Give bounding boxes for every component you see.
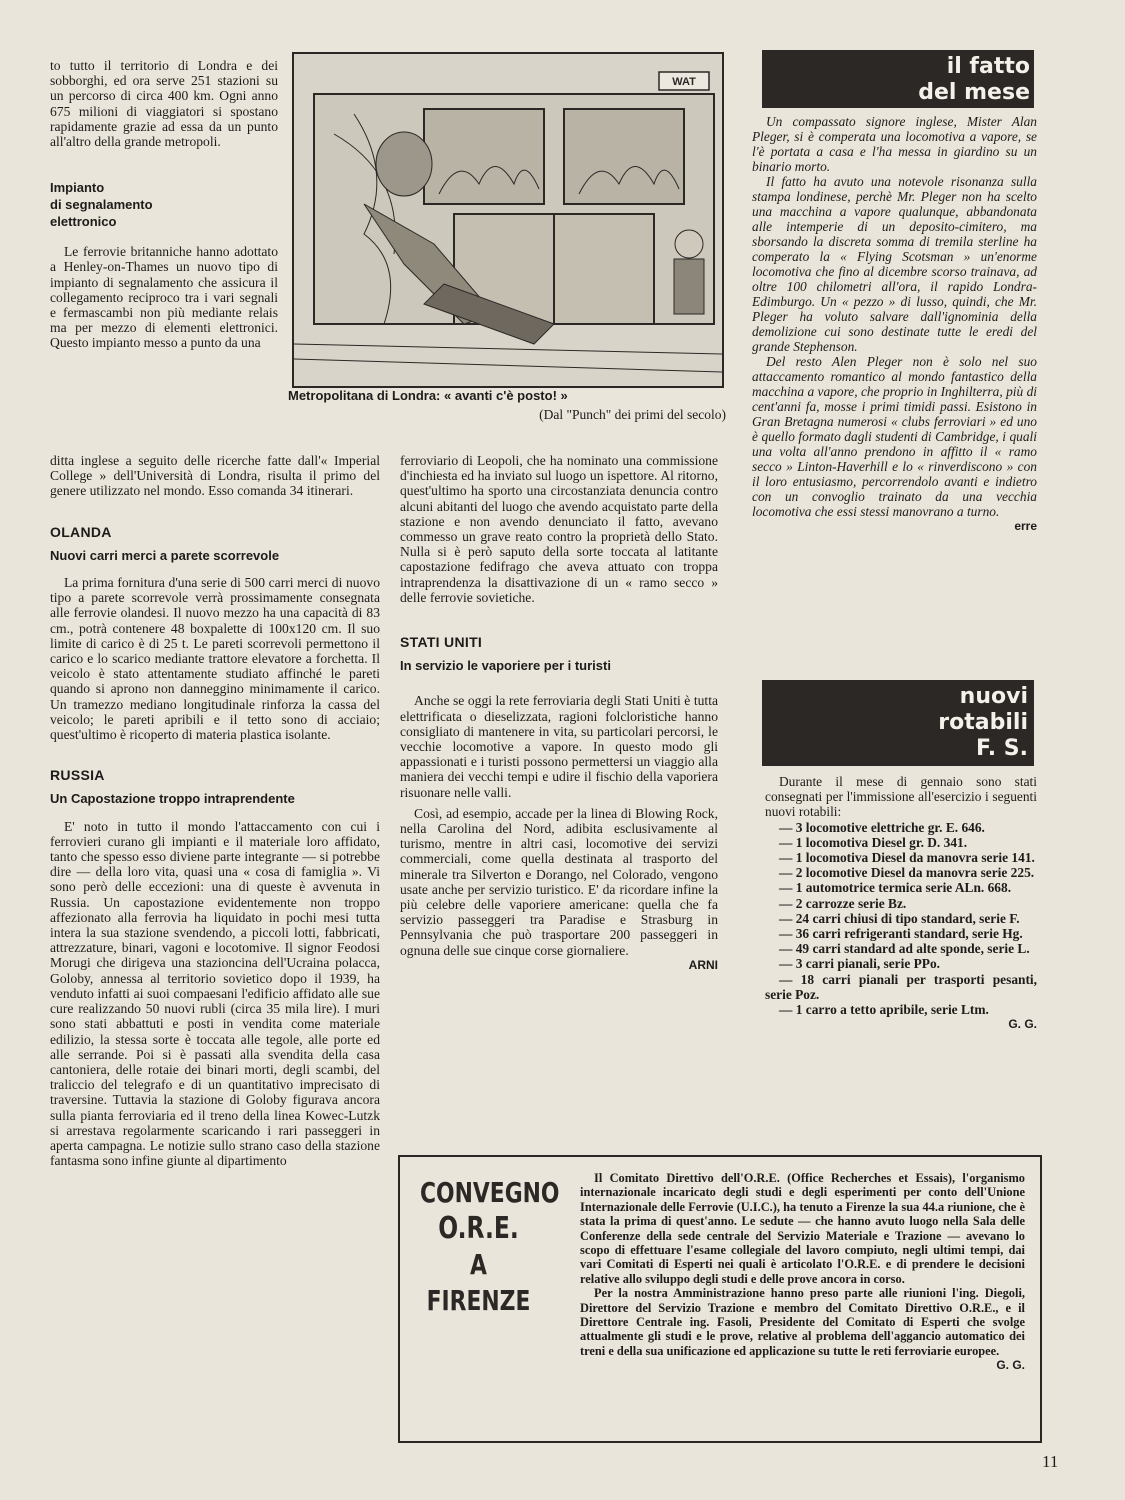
rotabili-item: — 1 carro a tetto apribile, serie Ltm. <box>779 1002 989 1018</box>
fatto-del-mese-text <box>752 114 1037 534</box>
convegno-p2: Per la nostra Amministrazione hanno preso parte alle riunioni l'ing. Diegoli, Direttore del Servizio Trazione e membro del Comitato Direttivo O.R.E., e il Direttore Centrale ing. Fasoli, Presidente del Comitato di Esperti che svolge attualmente gli studi e le prove, relative al problema dell'aggancio automatico dei treni e della sua unificazione ed applicazione su tutte le reti ferroviarie europee. <box>580 1286 1025 1358</box>
usa-signature: ARNI <box>688 957 718 972</box>
rotabili-item: — 1 locomotiva Diesel gr. D. 341. <box>779 834 968 850</box>
convegno-box <box>398 1155 1042 1443</box>
convegno-p1: Il Comitato Direttivo dell'O.R.E. (Office Recherches et Essais), l'organismo internazionale incaricato degli studi e degli esperimenti per conto dell'Unione Internazionale delle Ferrovie (U.I.C.), ha tenuto a Firenze la sua 44.a riunione, che è stata la prima di quest'anno. Le sedute — che hanno avuto luogo nella Sala delle Conferenze della sede centrale del Servizio Materiale e Trazione — avevano lo scopo di effettuare l'esame collegiale del lavoro compiuto, negli ultimi tempi, dai vari Comitati di Esperti nei quali è articolato l'O.R.E. e di prendere le decisioni relative allo sviluppo degli studi e delle prove ancora in corso. <box>580 1171 1025 1286</box>
usa-text-1: Anche se oggi la rete ferroviaria degli Stati Uniti è tutta elettrificata o dieselizzata, ragioni folcloristiche hanno consigliato di mantenere in vita, su particolari percorsi, le vecchie locomotive a vapore. In questo modo gli appassionati e i turisti possono permettersi un viaggio alla maniera dei vecchi tempi e udire il fischio della vaporiera risuonare nelle valli. <box>400 693 718 800</box>
rotabili-item: — 36 carri refrigeranti standard, serie Hg. <box>779 926 1023 942</box>
rotabili-list <box>765 820 1037 1018</box>
rotabili-signature: G. G. <box>1008 1017 1037 1032</box>
rotabili-intro: Durante il mese di gennaio sono stati consegnati per l'immissione all'esercizio i seguenti nuovi rotabili: <box>765 774 1037 820</box>
wat-sign-text: WAT <box>672 76 696 88</box>
fatto-del-mese-banner: il fatto del mese <box>762 50 1034 108</box>
fatto-p1: Un compassato signore inglese, Mister Alan Pleger, si è comperata una locomotiva a vapore, se l'è portata a casa e l'ha messa in giardino su un binario morto. <box>752 114 1037 174</box>
caption-title: Metropolitana di Londra: « avanti c'è posto! » <box>288 388 568 403</box>
nuovi-rotabili-text <box>765 774 1037 1032</box>
rotabili-item: — 3 locomotive elettriche gr. E. 646. <box>779 819 985 835</box>
usa-title: In servizio le vaporiere per i turisti <box>400 658 611 674</box>
nuovi-rotabili-banner: nuovi rotabili F. S. <box>762 680 1034 766</box>
rotabili-item: — 24 carri chiusi di tipo standard, serie F. <box>779 910 1020 926</box>
olanda-title: Nuovi carri merci a parete scorrevole <box>50 547 280 563</box>
olanda-text: La prima fornitura d'una serie di 500 carri merci di nuovo tipo a parete scorrevole verrà prossimamente consegnata alle ferrovie olandesi. Il nuovo mezzo ha una capacità di 83 cm., potrà contenere 48 boxpalette di 100x120 cm. Il suo limite di carico è di 25 t. Le pareti scorrevoli permettono il carico e lo scarico mediante trattore elevatore a forchetta. Il veicolo è stato attentamente studiato affinché le pareti quando si aprono non danneggino minimamente il carico. Un tramezzo mediano longitudinale rinforza la cassa del veicolo; le pareti apribili e il tetto sono di acciaio; quest'ultimo è ricoperto di materia plastica isolante. <box>50 575 380 743</box>
rotabili-item: — 18 carri pianali per trasporti pesanti, serie Poz. <box>765 971 1037 1002</box>
russia-title: Un Capostazione troppo intraprendente <box>50 791 295 807</box>
convegno-body <box>580 1171 1025 1373</box>
illustration-caption <box>288 388 726 423</box>
fatto-p2: Il fatto ha avuto una notevole risonanza sulla stampa londinese, perchè Mr. Pleger non ha scelto una macchina a vapore qualunque, abbandonata alle intemperie di un deposito-cimitero, ma sborsando la discreta somma di tremila sterline ha comperato la « Flying Scotsman » un'enorme locomotiva che fino al dicembre scorso trainava, ad oltre 100 chilometri all'ora, il rapido Londra-Edimburgo. Un « pezzo » di lusso, quindi, che Mr. Pleger ha voluto salvare dall'ignominia della demolizione cui sono destinate tutte le eredi del grande Stephenson. <box>752 174 1037 354</box>
russia-country: RUSSIA <box>50 767 105 784</box>
left-column-lower <box>50 453 380 1168</box>
left-column <box>50 58 278 351</box>
segnalamento-heading: Impianto di segnalamento elettronico <box>50 180 153 230</box>
rotabili-item: — 2 locomotive Diesel da manovra serie 225. <box>779 865 1035 881</box>
caption-credit: (Dal "Punch" dei primi del secolo) <box>539 407 726 422</box>
usa-text-2: Così, ad esempio, accade per la linea di Blowing Rock, nella Carolina del Nord, adibita esclusivamente al turismo, mentre in altri casi, locomotive dei servizi commerciali, come quella destinata al trasporto del minerale tra Silverton e Dorango, nel Colorado, vengono usate anche per servizio turistico. E' da ricordare infine la più celebre delle vaporiere americane: quella che fa servizio passeggeri tra Paradise e Strasburg in Pennsylvania che può trasportare 200 passeggeri in ognuna delle sue cinque corse giornaliere. <box>400 805 718 958</box>
russia-text-cont: ferroviario di Leopoli, che ha nominato una commissione d'inchiesta ed ha inviato sul luogo un ispettore. Al ritorno, quest'ultimo ha sporto una circostanziata denuncia contro alcuni abitanti del luogo che avendo acquistato parte della stazione e non avendo denunciato il fatto, avevano commesso un grave reato contro la proprietà dello Stato. Nulla si è però saputo della sorte toccata al latitante capostazione fedifrago che aveva attuato con troppa intraprendenza la disattivazione di un « ramo secco » delle ferrovie sovietiche. <box>400 453 718 605</box>
fatto-p3: Del resto Alen Pleger non è solo nel suo attaccamento romantico al mondo fantastico della macchina a vapore, che proprio in Inghilterra, più di cent'anni fa, mosse i primi timidi passi. Esistono in Gran Bretagna numerosi « clubs ferroviari » ed uno è quello formato dagli studenti di Cambridge, i quali una volta all'anno prendono in affitto il « ramo secco » Linton-Haverhill e lo « rinverdiscono » con il loro entusiasmo, percorrendolo avanti e indietro con un convoglio trainato da una vecchia locomotiva che essi stessi manovrano a turno. <box>752 354 1037 519</box>
convegno-signature: G. G. <box>996 1358 1025 1373</box>
metro-cartoon-drawing <box>294 54 722 386</box>
rotabili-item: — 49 carri standard ad alte sponde, serie L. <box>779 941 1030 957</box>
segnalamento-text: Le ferrovie britanniche hanno adottato a Henley-on-Thames un nuovo tipo di impianto di segnalamento che assicura il collegamento reciproco tra i vari segnali e fermascambi non più mediante relais ma per mezzo di elementi elettronici. Questo impianto messo a punto da una <box>50 244 278 351</box>
cartoon-illustration <box>292 52 724 388</box>
fatto-signature: erre <box>1014 519 1037 533</box>
usa-country: STATI UNITI <box>400 634 483 651</box>
rotabili-item: — 1 automotrice termica serie ALn. 668. <box>779 880 1012 896</box>
convegno-title: CONVEGNO O.R.E. A FIRENZE <box>420 1176 560 1317</box>
intro-paragraph: to tutto il territorio di Londra e dei sobborghi, ed ora serve 251 stazioni su un percorso di circa 400 km. Ogni anno 675 milioni di viaggiatori si spostano rapidamente grazie ad essa da un punto all'altro della grande metropoli. <box>50 58 278 150</box>
rotabili-item: — 3 carri pianali, serie PPo. <box>779 956 941 972</box>
page-number: 11 <box>1042 1452 1059 1471</box>
middle-column <box>400 453 718 973</box>
segnalamento-text-cont: ditta inglese a seguito delle ricerche fatte dall'« Imperial College » dell'Università di Londra, risulta il primo del genere utilizzato nel mondo. Esso comanda 34 itinerari. <box>50 453 380 499</box>
rotabili-item: — 2 carrozze serie Bz. <box>779 895 907 911</box>
rotabili-item: — 1 locomotiva Diesel da manovra serie 141. <box>779 850 1035 866</box>
russia-text: E' noto in tutto il mondo l'attaccamento con cui i ferrovieri curano gli impianti e il materiale loro affidato, tanto che spesso esso diviene parte integrante — si potrebbe dire — della loro vita, quasi una « cosa di famiglia ». Vi sono però delle eccezioni: una di queste è avvenuta in Russia. Un capostazione evidentemente non troppo affezionato alla ferrovia ha liquidato in pochi mesi tutta intera la sua stazione svendendo, a piccoli lotti, fabbricati, attrezzature, binari, vagoni e locotomive. Il signor Feodosi Morugi che dirigeva una stazioncina dell'Ucraina polacca, Goloby, annessa al territorio sovietico dopo il 1939, ha venduto infatti ai suoi compaesani l'edificio affidato alle sue cure realizzando 50 nuovi rubli (circa 35 mila lire). I muri sono stati abbattuti e posti in vendita come materiale edilizio, la stessa sorte è toccata alle tegole, alle porte ed alle serrande. Poi si è passati alla svendita della casa cantoniera, delle rotaie dei binari morti, degli scambi, del traliccio del telegrafo e di un quantitativo imprecisato di traversine. Tuttavia la stazione di Goloby figurava ancora sulla pianta ferroviaria ed il treno della linea Kowec-Lutzk si arrestava regolarmente scaricando i rari passeggeri in aperta campagna. Le notizie sullo strano caso della stazione fantasma sono infine giunte al dipartimento <box>50 818 380 1169</box>
olanda-country: OLANDA <box>50 523 112 540</box>
